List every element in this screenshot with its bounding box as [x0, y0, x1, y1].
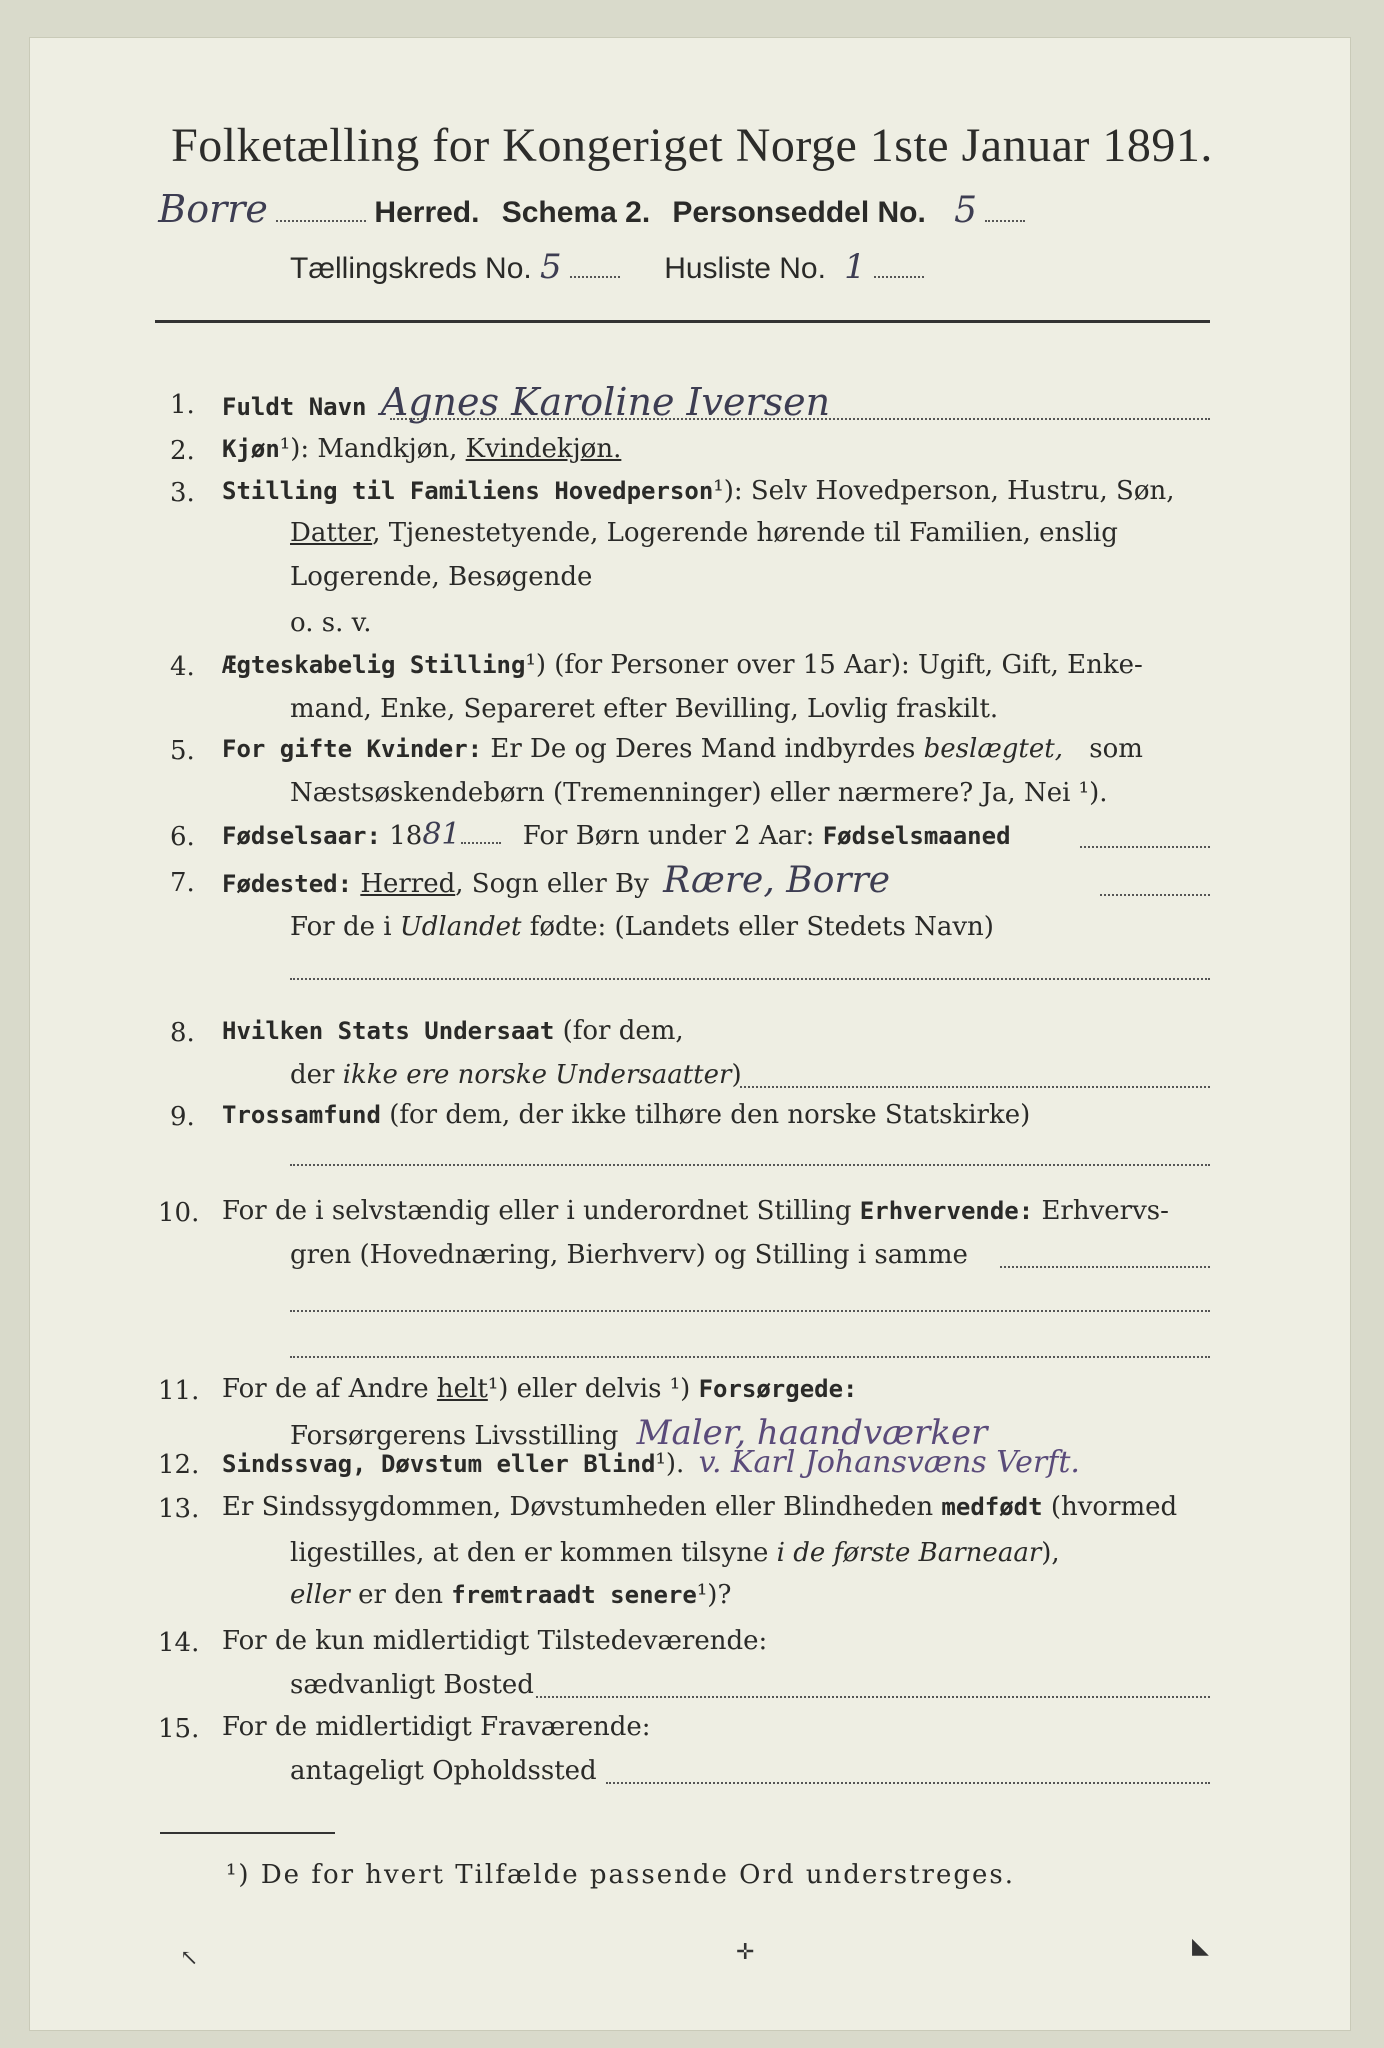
q9-text: (for dem, der ikke tilhøre den norske Statskirke) — [389, 1100, 1031, 1130]
q8-line-1 — [222, 1014, 684, 1048]
q7-line-2 — [290, 910, 994, 944]
full-name-value: Agnes Karoline Iversen — [380, 380, 831, 424]
q10-text-1b: Erhvervende: — [859, 1197, 1034, 1225]
q10-text-2: gren (Hovednæring, Bierhverv) og Stilling i samme — [290, 1240, 968, 1270]
q5-number: 5. — [170, 736, 195, 766]
q9-line — [222, 1098, 1030, 1132]
q7-fill-2 — [290, 978, 1210, 980]
q11-text-1b: ¹) eller — [487, 1374, 577, 1404]
form-title: Folketælling for Kongeriget Norge 1ste Januar 1891. — [171, 119, 1213, 172]
q11-number: 11. — [158, 1376, 200, 1406]
corner-mark-icon: ↖ — [180, 1946, 199, 1971]
q10-text-1a: For de i selvstændig eller i underordnet Stilling — [222, 1196, 852, 1226]
q4-text-2: mand, Enke, Separeret efter Bevilling, Lovlig fraskilt. — [290, 694, 999, 724]
birth-year-value: 81 — [422, 817, 461, 852]
q7-text-2i: Udlandet — [399, 912, 522, 942]
q10-fill-3 — [290, 1356, 1210, 1358]
q6-text-a: For Børn under 2 Aar: — [522, 821, 815, 851]
q8-line-2: der ikke ere norske Undersaatter) — [290, 1060, 742, 1090]
q12-label: Sindssvag, Døvstum eller Blind — [222, 1450, 656, 1478]
q2-option-male: Mandkjøn, — [317, 434, 458, 464]
q3-text-4: o. s. v. — [290, 608, 372, 638]
q7-text-1: , Sogn eller By — [455, 869, 649, 899]
q4-text-1: ¹) (for Personer over 15 Aar): Ugift, Gift, Enke- — [525, 650, 1143, 680]
q7-number: 7. — [170, 868, 195, 898]
q7-label: Fødested: — [222, 870, 353, 898]
q5-text-1i: beslægtet, — [923, 734, 1063, 764]
q3-text-1: ¹): Selv Hovedperson, Hustru, Søn, — [713, 476, 1175, 506]
q13-text-1b: (hvormed — [1050, 1492, 1178, 1522]
q6-prefix: 18 — [389, 821, 423, 851]
q7-text-2a: For de i — [290, 912, 392, 942]
q1-number: 1. — [170, 390, 195, 420]
registration-mark-icon: ✛ — [736, 1940, 755, 1965]
q6-number: 6. — [170, 822, 195, 852]
q2-label: Kjøn — [222, 435, 280, 463]
q2-sup: ¹): — [279, 434, 310, 464]
q3-line-2 — [290, 516, 1118, 550]
q5-text-1a: Er De og Deres Mand indbyrdes — [490, 734, 916, 764]
q13-line-2: ligestilles, at den er kommen tilsyne i de første Barneaar), — [290, 1538, 1060, 1568]
q4-label: Ægteskabelig Stilling — [222, 651, 526, 679]
taellingskreds-value: 5 — [540, 247, 562, 287]
header-line-kreds — [290, 247, 924, 287]
husliste-value: 1 — [844, 247, 866, 287]
q13-text-3i: eller — [290, 1580, 350, 1610]
q15-text-2: antageligt Opholdssted — [290, 1756, 597, 1786]
q7-fill — [1100, 894, 1210, 896]
q8-text-2a: der — [290, 1060, 335, 1090]
q8-fill — [740, 1086, 1210, 1088]
q4-line-1 — [222, 648, 1143, 682]
q13-text-3b: fremtraadt senere — [451, 1581, 697, 1609]
q15-line-1 — [222, 1710, 651, 1744]
personseddel-label: Personseddel No. — [672, 196, 926, 229]
q3-line-1 — [222, 474, 1175, 508]
q8-number: 8. — [170, 1018, 195, 1048]
husliste-label: Husliste No. — [664, 252, 826, 285]
q10-line-1 — [222, 1194, 1169, 1228]
personseddel-value: 5 — [954, 190, 977, 231]
q12-number: 12. — [158, 1450, 200, 1480]
q5-line-1 — [222, 732, 1143, 766]
provider-occupation-value: Maler, haandværker — [636, 1413, 988, 1453]
q13-line-3 — [290, 1578, 731, 1612]
q3-number: 3. — [170, 478, 195, 508]
q13-text-3c: ¹)? — [696, 1580, 732, 1610]
header-line-herred — [150, 187, 1025, 231]
taellingskreds-label: Tællingskreds No. — [290, 252, 532, 285]
q13-text-2i: i de første Barneaar — [776, 1538, 1042, 1568]
q8-text-1: (for dem, — [562, 1016, 684, 1046]
q9-number: 9. — [170, 1102, 195, 1132]
schema-label: Schema 2. — [501, 196, 651, 229]
header-rule — [155, 320, 1210, 323]
q6-text-b: Fødselsmaaned — [822, 822, 1011, 850]
q14-number: 14. — [158, 1628, 200, 1658]
birthplace-value: Rære, Borre — [663, 860, 891, 901]
q11-forsorgede: Forsørgede: — [698, 1375, 858, 1403]
q13-text-2a: ligestilles, at den er kommen tilsyne — [290, 1538, 769, 1568]
q1-label: Fuldt Navn — [222, 393, 367, 421]
q3-text-2: , Tjenestetyende, Logerende hørende til Familien, enslig — [372, 518, 1118, 548]
q8-label: Hvilken Stats Undersaat — [222, 1017, 555, 1045]
footnote-rule — [160, 1832, 335, 1834]
q6-fill — [1080, 846, 1210, 848]
q7-line-1 — [222, 860, 891, 901]
corner-mark-icon-right: ◣ — [1192, 1934, 1209, 1959]
q14-label: For de kun midlertidigt Tilstedeværende: — [222, 1626, 768, 1656]
q7-text-2b: fødte: (Landets eller Stedets Navn) — [529, 912, 994, 942]
q4-number: 4. — [170, 652, 195, 682]
q11-helt: helt — [436, 1374, 488, 1404]
q15-fill — [606, 1782, 1210, 1784]
q12-value: v. Karl Johansvæns Verft. — [698, 1445, 1080, 1480]
q9-label: Trossamfund — [222, 1101, 381, 1129]
q15-number: 15. — [158, 1714, 200, 1744]
q10-number: 10. — [158, 1198, 200, 1228]
q10-text-1c: Erhvervs- — [1041, 1196, 1169, 1226]
q5-label: For gifte Kvinder: — [222, 735, 483, 763]
q11-line-1 — [222, 1372, 858, 1406]
q6-line — [222, 818, 1011, 853]
q7-herred: Herred — [360, 869, 456, 899]
q3-label: Stilling til Familiens Hovedperson — [222, 477, 714, 505]
herred-value: Borre — [158, 187, 268, 231]
q11-text-1c: ¹) — [669, 1374, 691, 1404]
q2-line — [222, 432, 621, 466]
q2-option-female: Kvindekjøn. — [465, 434, 622, 464]
q15-label: For de midlertidigt Fraværende: — [222, 1712, 651, 1742]
q12-sup: ¹). — [655, 1449, 685, 1479]
q11-text-2: Forsørgerens Livsstilling — [290, 1421, 619, 1451]
q11-delvis: delvis — [584, 1374, 662, 1404]
q14-fill — [536, 1696, 1210, 1698]
q5-text-1b: som — [1089, 734, 1143, 764]
q9-fill — [290, 1164, 1210, 1166]
q13-text-1a: Er Sindssygdommen, Døvstumheden eller Blindheden — [222, 1492, 934, 1522]
q13-number: 13. — [158, 1494, 200, 1524]
q10-fill-2 — [290, 1310, 1210, 1312]
q14-line-1 — [222, 1624, 767, 1658]
herred-label: Herred. — [374, 196, 480, 229]
q12-line — [222, 1446, 1080, 1481]
q2-number: 2. — [170, 436, 195, 466]
q6-label: Fødselsaar: — [222, 822, 381, 850]
footnote: ¹) De for hvert Tilfælde passende Ord understreges. — [226, 1860, 1016, 1890]
q10-fill-1 — [1000, 1266, 1210, 1268]
q8-text-2i: ikke ere norske Undersaatter — [342, 1060, 732, 1090]
q3-datter: Datter — [290, 518, 373, 548]
q1-fill — [390, 418, 1210, 420]
q13-text-3a: er den — [358, 1580, 443, 1610]
q13-line-1 — [222, 1490, 1177, 1524]
q14-text-2: sædvanligt Bosted — [290, 1670, 534, 1700]
q11-text-1a: For de af Andre — [222, 1374, 429, 1404]
q13-medfodt: medfødt — [941, 1493, 1043, 1521]
q5-text-2: Næstsøskendebørn (Tremenninger) eller nærmere? Ja, Nei ¹). — [290, 778, 1108, 808]
q3-text-3: Logerende, Besøgende — [290, 562, 593, 592]
